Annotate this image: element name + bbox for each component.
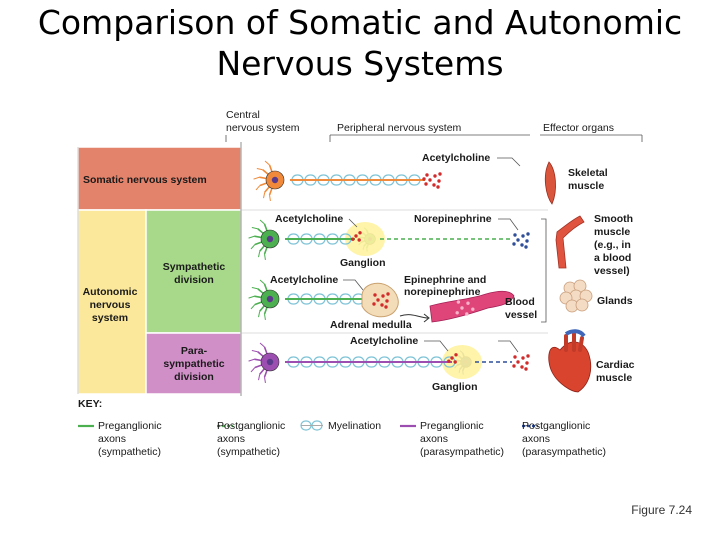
parasympathetic-label-3: division <box>174 371 214 383</box>
para-pre-nt-label: Acetylcholine <box>350 335 419 347</box>
smooth-label-2: muscle <box>594 226 631 238</box>
legend-item-label: axons <box>217 433 246 445</box>
somatic-pathway <box>290 152 608 204</box>
row-dividers <box>241 210 548 333</box>
symp-preganglionic-neuron <box>249 220 279 260</box>
smooth-label-5: vessel) <box>594 265 630 277</box>
legend-item <box>301 420 381 432</box>
skeletal-label-1: Skeletal <box>568 167 608 179</box>
legend-item <box>217 420 285 458</box>
blood-vessel-label-1: Blood <box>505 296 535 308</box>
adrenal-release-label-1: Epinephrine and <box>404 274 487 286</box>
legend-title: KEY: <box>78 398 103 410</box>
legend-item-label: Preganglionic <box>420 420 484 432</box>
para-ganglion-label: Ganglion <box>432 381 478 393</box>
glands-label: Glands <box>597 295 633 307</box>
system-bands <box>78 142 241 396</box>
legend-item-label: Postganglionic <box>522 420 591 432</box>
somatic-neuron <box>254 161 284 201</box>
heart-icon <box>549 331 591 392</box>
cns-header-line1: Central <box>226 109 260 121</box>
legend-item-label: axons <box>420 433 449 445</box>
release-arrow <box>400 315 428 318</box>
title-line-2: Nervous Systems <box>216 44 504 83</box>
glands-icon <box>560 280 592 312</box>
parasympathetic-label-2: sympathetic <box>163 358 225 370</box>
legend-item-label: Postganglionic <box>217 420 286 432</box>
pns-header: Peripheral nervous system <box>337 122 462 134</box>
adrenal-pre-nt-label: Acetylcholine <box>270 274 339 286</box>
legend-items <box>78 420 606 458</box>
autonomic-label-3: system <box>91 312 129 324</box>
somatic-nt-label: Acetylcholine <box>422 152 491 164</box>
legend-item <box>522 420 606 458</box>
adrenal-release-label-2: norepinephrine <box>404 286 481 298</box>
smooth-label-4: a blood <box>594 252 632 264</box>
blood-vessel-label-2: vessel <box>505 309 538 321</box>
autonomic-label-2: nervous <box>89 299 131 311</box>
legend-item-label: (sympathetic) <box>98 446 162 458</box>
legend-item-label: (parasympathetic) <box>420 446 505 458</box>
smooth-label-1: Smooth <box>594 213 634 225</box>
sympathetic-label-1: Sympathetic <box>162 261 226 273</box>
legend-item-label: Myelination <box>328 420 382 432</box>
symp-post-nt-label: Norepinephrine <box>414 213 492 225</box>
effector-header: Effector organs <box>543 122 615 134</box>
column-headers <box>226 109 642 142</box>
adrenal-medulla-label: Adrenal medulla <box>330 319 412 331</box>
symp-pre-nt-label: Acetylcholine <box>275 213 344 225</box>
somatic-label: Somatic nervous system <box>83 174 207 186</box>
smooth-muscle-icon <box>556 216 584 268</box>
adrenal-medulla-icon <box>362 283 398 317</box>
parasympathetic-label-1: Para- <box>180 345 208 357</box>
legend-item-label: axons <box>98 433 127 445</box>
cardiac-label-2: muscle <box>596 372 633 384</box>
figure-caption: Figure 7.24 <box>631 503 692 517</box>
legend-item <box>400 420 504 458</box>
legend <box>78 398 606 458</box>
sympathetic-label-2: division <box>174 274 214 286</box>
autonomic-label-1: Autonomic <box>82 286 138 298</box>
somatic-neurotransmitter <box>422 172 441 188</box>
legend-item-label: Preganglionic <box>98 420 162 432</box>
adrenal-pathway <box>270 274 633 331</box>
parasympathetic-pathway <box>285 331 635 393</box>
skeletal-label-2: muscle <box>568 180 605 192</box>
skeletal-muscle-icon <box>545 162 555 204</box>
title-line-1: Comparison of Somatic and Autonomic <box>37 3 683 42</box>
legend-item-label: (parasympathetic) <box>522 446 607 458</box>
neurons <box>249 161 472 383</box>
legend-item <box>78 420 162 458</box>
ganglion-label: Ganglion <box>340 257 386 269</box>
legend-item-label: (sympathetic) <box>217 446 281 458</box>
para-preganglionic-neuron <box>249 343 279 383</box>
cardiac-label-1: Cardiac <box>596 359 635 371</box>
cns-header-line2: nervous system <box>226 122 300 134</box>
smooth-label-3: (e.g., in <box>594 239 631 251</box>
legend-item-label: axons <box>522 433 551 445</box>
